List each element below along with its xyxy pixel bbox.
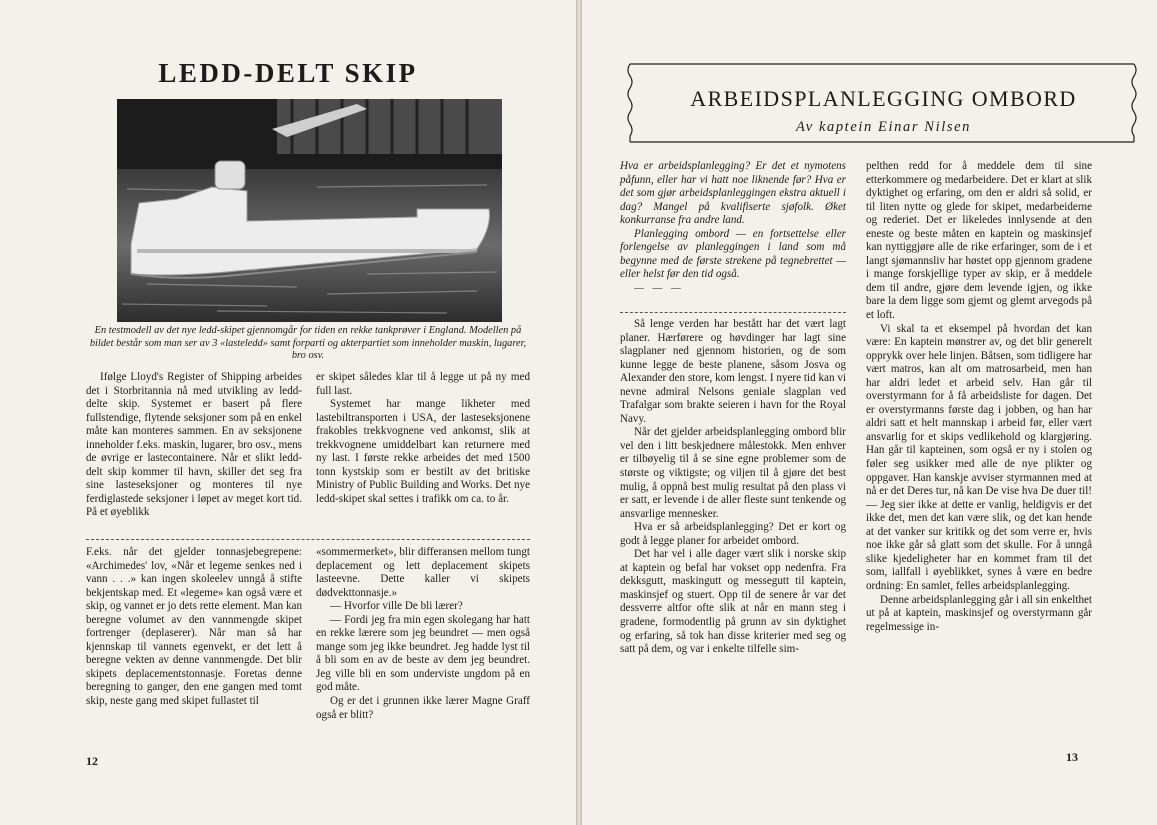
paragraph: pelthen redd for å meddele dem til sine etterkommere og medarbeidere. Det er klart at slik dyktighet og erfaring, om den er aldri så solid, er til liten nytte og glede for skipet, medarbeiderne og rederiet. Det er likeledes innlysende at den eneste og beste måten en kaptein og maskinsjef kan nyttiggjøre alle de rike erfaringer, som de i et langt sjømannsliv har høstet opp gjennom gradene i mange forskjellige typer av skip, er å meddele dem til andre, gjøre dem levende igjen, og ikke bare la dem ligge som gjemt og glemt arvegods på et loft. [866, 160, 1092, 322]
intro-block [620, 160, 846, 295]
intro-paragraph: Planlegging ombord — en fortsettelse eller forlengelse av planleggingen i land som må begynne med de første strekene på tegnebrettet — eller helst før den tid også. [620, 227, 846, 281]
paragraph: Vi skal ta et eksempel på hvordan det kan være: En kaptein mønstrer av, og det blir generelt opprykk over hele linjen. Båtsen, som tidligere har vært matros, kan alt om matrosarbeid, men han har aldri ledet et arbeid selv. Han går til overstyrmann for å få arbeidsliste for dagen. Det er overstyrmanns første dag i jobben, og han har aldri satt et helt mannskap i arbeid før, eller vært ansvarlig for et skips vedlikehold og klargjøring. Han går til kapteinen, som også er ny i stolen og føler seg usikker med alle de nye plikter og oppgaver. Han kanskje avviser styrmannen med at nå er det Deres tur, nå kan De vise hva De duer til! — Jeg sier ikke at dette er vanlig, heldigvis er det ikke det, men det kan være slik, og det kan hende at det vanker sur kritikk og det som verre er, hvis noe ikke går så glatt som det skulle. For å unngå slike kjedeligheter har en kommet fram til det som, iallfall i øyeblikket, synes å være en bedre ordning: En samlet, felles arbeidsplanlegging. [866, 322, 1092, 592]
lead-column-2 [316, 371, 530, 506]
body-column-1 [620, 318, 846, 657]
question: — Hvorfor ville De bli lærer? [330, 600, 463, 613]
answer: — Fordi jeg fra min egen skolegang har hatt en rekke lærere som jeg beundret — men også mange som jeg ikke beundret. Jeg hadde lyst til å bli som en av de beste av dem jeg beundret. Jeg ville bli en som underviste ungdom på en god måte. [316, 613, 530, 694]
lead-paragraph: Ifølge Lloyd's Register of Shipping arbeides det i Storbritannia nå med utvikling av ledd-delte skip. Systemet er basert på flere fullstendige, flytende seksjoner som på en enkel måte kan monteres sammen. En av seksjonene inneholder f.eks. maskin, lugarer, bro osv., mens de øvrige er lastecontainere. Når et slikt ledd-delt skip kommer til havn, skiller det seg fra sine lasteseksjoner og monteres til nye ferdiglastede seksjoner i løpet av meget kort tid. På et øyeblikk [86, 371, 302, 519]
body-column-2 [866, 160, 1092, 634]
section-divider [86, 539, 530, 540]
paragraph: er skipet således klar til å legge ut på ny med full last. [316, 371, 530, 397]
article-title: LEDD-DELT SKIP [158, 58, 418, 88]
lead-column-1 [86, 371, 302, 520]
intro-divider [620, 312, 846, 313]
paragraph: «sommermerket», blir differansen mellom tungt deplacement og lett deplacement skipets lasteevne. Dette kaller vi skipets dødvekttonnasje.» [316, 546, 530, 599]
paragraph: F.eks. når det gjelder tonnasjebegrepene: «Archimedes' lov, «Når et legeme senkes ned i vann . . .» kan ingen skoleelev unngå å stifte bekjentskap med. Et «legeme» kan også være et skip, og vannet er jo dets rette element. Man kan beregne volumet av den vannmengde skipet fortrenger (deplaserer). Når man så har kjennskap til vannets egenvekt, er det lett å beregne vekten av denne vannmengde. Det blir skipets deplacementstonnasje. Foretas denne beregning to ganger, den ene gangen med tomt skip, neste gang med skipet fullastet til [86, 546, 302, 708]
paragraph: Når det gjelder arbeidsplanlegging ombord blir vel den i litt beskjednere målestokk. Men enhver er tilbøyelig til å se sine egne problemer som de største og viktigste; og viljen til å gjøre det best mulig, å oppnå best mulig resultat på den plass vi er satt, er levende i de aller fleste sunt tenkende og ansvarlige mennesker. [620, 426, 846, 520]
left-page [0, 0, 576, 825]
paragraph: Så lenge verden har bestått har det vært lagt planer. Hærførere og høvdinger har lagt sine slagplaner ned gjennom historien, og de som kunne legge de beste planene, såsom Josva og Alexander den store, kom lengst. I nyere tid kan vi nevne admiral Nelsons geniale slagplan ved Trafalgar som brakte seieren i havn for the Royal Navy. [620, 318, 846, 425]
interview-column-2 [316, 546, 530, 722]
interview-column-1 [86, 546, 302, 709]
paragraph: Og er det i grunnen ikke lærer Magne Graff også er blitt? [316, 695, 530, 721]
right-page [582, 0, 1157, 825]
paragraph: Denne arbeidsplanlegging går i all sin enkelthet ut på at kaptein, maskinsjef og overstyrmann går regelmessige in- [866, 593, 1092, 633]
page-number: 12 [86, 754, 98, 768]
article-title: ARBEIDSPLANLEGGING OMBORD [690, 86, 1077, 111]
paragraph: Det har vel i alle dager vært slik i norske skip at kaptein og befal har vokset opp nedenfra. Fra dekksgutt, maskingutt og messegutt til kaptein, maskinsjef og stuert. Opp til de senere år var det dessverre altfor ofte slik at når en mann steg i gradene, formodentlig på grunn av sin dyktighet og erfaring, så tok han disse kriterier med seg og satt på dem, og var i enkelte tilfelle sim- [620, 548, 846, 656]
paragraph: Systemet har mange likheter med lastebiltransporten i USA, der lasteseksjonene frakobles trekkvognene ved ankomst, slik at trekkvognene umiddelbart kan returnere med ny last. I første rekke arbeides det med 1500 tonn kystskip som er bestilt av det britiske Ministry of Public Building and Works. Det nye ledd-skipet skal settes i trafikk om ca. to år. [316, 398, 530, 505]
paragraph: Hva er så arbeidsplanlegging? Det er kort og godt å legge planer for arbeidet ombord. [620, 521, 846, 547]
intro-paragraph: Hva er arbeidsplanlegging? Er det et nymotens påfunn, eller har vi hatt noe liknende før? Hva er det som gjør arbeidsplanleggingen ekstra aktuell i dag? Mangel på kvalifiserte sjøfolk. Øket konkurranse fra andre land. [620, 160, 846, 227]
byline: Av kaptein Einar Nilsen [796, 119, 971, 135]
separator: — — — [634, 281, 684, 294]
photo-caption: En testmodell av det nye ledd-skipet gjennomgår for tiden en rekke tankprøver i England. Modellen på bildet består som man ser av 3 «lasteledd» samt forparti og akterpartiet som inneholder maskin, lugarer, bro osv. [89, 325, 527, 362]
ship-model-photo [117, 99, 502, 322]
page-number: 13 [1066, 750, 1078, 764]
